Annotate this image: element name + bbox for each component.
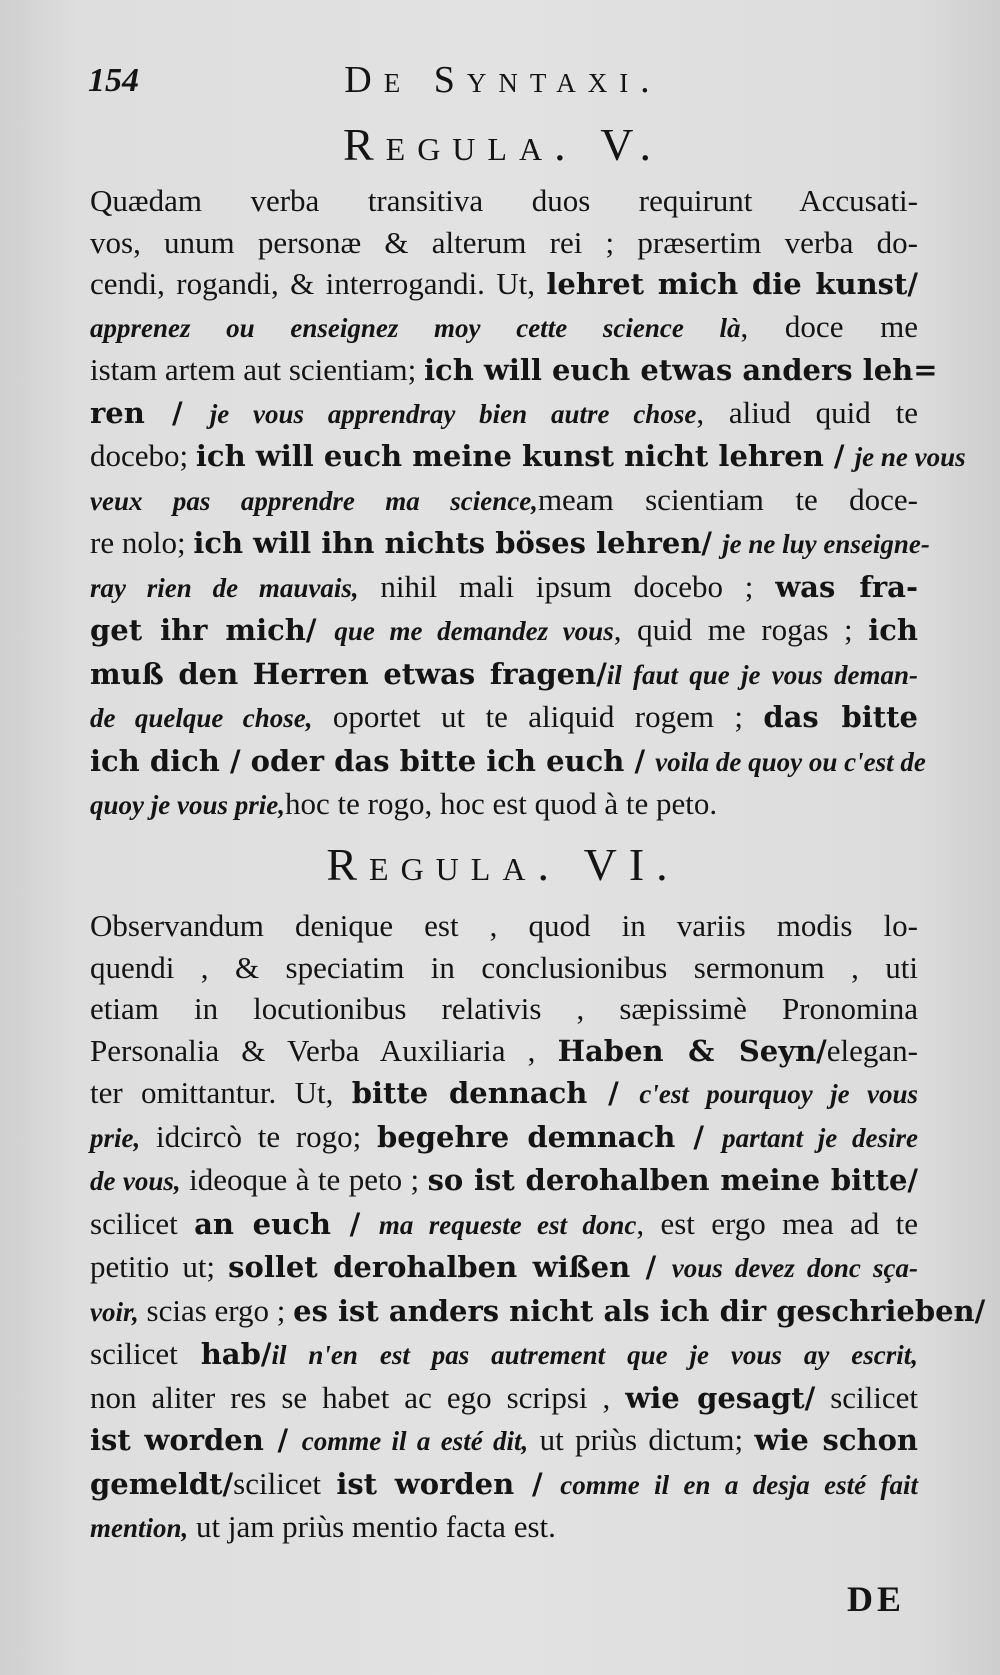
german-text: so ist derohalben meine bitte/ bbox=[427, 1163, 918, 1197]
french-text: prie, bbox=[90, 1122, 141, 1153]
german-text: gemeldt/ bbox=[90, 1466, 234, 1501]
german-text: Haben & Seyn/ bbox=[557, 1033, 827, 1068]
latin-text: scilicet bbox=[90, 1336, 201, 1371]
text-line bbox=[90, 696, 918, 740]
latin-text: etiam in locutionibus relativis , sæpissimè Pronomina bbox=[90, 991, 918, 1026]
rule-6-heading: Regula. VI. bbox=[326, 839, 680, 890]
german-text: ich will euch etwas anders leh= bbox=[424, 353, 938, 387]
text-line bbox=[90, 522, 930, 566]
rule-5-paragraph bbox=[90, 180, 966, 827]
text-line bbox=[90, 349, 938, 392]
text-line bbox=[90, 1333, 918, 1377]
latin-text: docebo; bbox=[90, 438, 196, 473]
text-line bbox=[90, 435, 966, 479]
french-text: voir, bbox=[90, 1296, 139, 1327]
latin-text: scilicet bbox=[90, 1205, 195, 1241]
text-line bbox=[90, 653, 918, 697]
latin-text: elegan- bbox=[826, 1032, 918, 1068]
latin-text: Observandum denique est , quod in variis modis lo- bbox=[90, 908, 918, 943]
french-text: voila de quoy ou c'est de bbox=[655, 746, 926, 777]
text-line bbox=[90, 222, 918, 264]
text-line bbox=[90, 1377, 918, 1420]
german-text: hab/ bbox=[200, 1337, 272, 1371]
text-line bbox=[90, 1072, 918, 1116]
latin-text: petitio ut; bbox=[90, 1249, 229, 1284]
text-line bbox=[90, 180, 918, 222]
german-text: lehret mich die kunst/ bbox=[546, 267, 918, 301]
rule-6-paragraph bbox=[90, 905, 986, 1550]
latin-text: , quid me rogas ; bbox=[613, 612, 869, 647]
latin-text: , est ergo mea ad te bbox=[636, 1205, 918, 1241]
german-text: an euch / bbox=[194, 1206, 379, 1241]
german-text: wie gesagt/ bbox=[625, 1380, 816, 1415]
german-text: begehre demnach / bbox=[376, 1119, 723, 1154]
german-text: ich bbox=[868, 613, 919, 647]
french-text: veux pas apprendre ma science, bbox=[90, 485, 538, 516]
german-text: was fra- bbox=[775, 569, 918, 604]
text-line bbox=[90, 566, 918, 610]
latin-text: scias ergo ; bbox=[138, 1292, 294, 1328]
text-line bbox=[90, 1290, 986, 1334]
french-text: comme il en a desja esté fait bbox=[560, 1469, 918, 1500]
latin-text: Quædam verba transitiva duos requirunt Accusati- bbox=[90, 183, 918, 218]
running-title: De Syntaxi. bbox=[344, 59, 662, 101]
french-text: mention, bbox=[90, 1513, 189, 1543]
latin-text: ideoque à te peto ; bbox=[180, 1162, 428, 1197]
latin-text: Personalia & Verba Auxiliaria , bbox=[90, 1032, 558, 1068]
text-line bbox=[90, 609, 918, 653]
text-line bbox=[90, 740, 926, 784]
latin-text: non aliter res se habet ac ego scripsi , bbox=[90, 1379, 626, 1415]
text-line bbox=[90, 1030, 918, 1073]
latin-text: ut priùs dictum; bbox=[528, 1422, 755, 1457]
french-text: partant je desire bbox=[722, 1122, 918, 1153]
latin-text: scilicet bbox=[233, 1465, 337, 1501]
french-text: vous devez donc sça- bbox=[671, 1253, 918, 1283]
latin-text: scilicet bbox=[815, 1379, 919, 1415]
text-line bbox=[90, 1116, 918, 1160]
german-text: ren / bbox=[90, 395, 210, 430]
text-line bbox=[90, 905, 918, 947]
german-text: ich dich / oder das bitte ich euch / bbox=[90, 743, 656, 778]
latin-text: nihil mali ipsum docebo ; bbox=[358, 568, 776, 604]
french-text: de vous, bbox=[90, 1166, 181, 1196]
text-line bbox=[90, 988, 918, 1030]
french-text: de quelque chose, bbox=[90, 703, 313, 733]
text-line bbox=[90, 947, 918, 989]
latin-text: , doce me bbox=[740, 308, 918, 344]
text-line bbox=[90, 783, 918, 827]
latin-text: oportet ut te aliquid rogem ; bbox=[312, 699, 764, 734]
french-text: il faut que je vous deman- bbox=[606, 659, 919, 690]
french-text: comme il a esté dit, bbox=[301, 1426, 529, 1456]
latin-text: cendi, rogandi, & interrogandi. Ut, bbox=[90, 266, 547, 301]
latin-text: vos, unum personæ & alterum rei ; præsertim verba do- bbox=[90, 224, 918, 260]
french-text: quoy je vous prie, bbox=[90, 790, 285, 820]
french-text: apprenez ou enseignez moy cette science là bbox=[90, 312, 741, 343]
german-text: wie schon bbox=[754, 1423, 919, 1457]
french-text: je ne vous bbox=[854, 442, 966, 472]
latin-text: quendi , & speciatim in conclusionibus sermonum , uti bbox=[90, 949, 918, 985]
german-text: get ihr mich/ bbox=[90, 613, 335, 647]
text-line bbox=[90, 1203, 918, 1247]
text-line bbox=[90, 1506, 918, 1550]
text-line bbox=[90, 263, 918, 306]
french-text: que me demandez vous bbox=[334, 616, 614, 646]
latin-text: meam scientiam te doce- bbox=[537, 481, 918, 517]
page-number: 154 bbox=[88, 62, 139, 99]
text-line bbox=[90, 1463, 918, 1507]
german-text: muß den Herren etwas fragen/ bbox=[90, 656, 607, 691]
german-text: ist worden / bbox=[336, 1466, 561, 1501]
german-text: bitte dennach / bbox=[351, 1076, 640, 1110]
running-head bbox=[88, 58, 918, 108]
french-text: je vous apprendray bien autre chose bbox=[209, 398, 697, 429]
german-text: ich will euch meine kunst nicht lehren / bbox=[195, 439, 855, 473]
text-line bbox=[90, 1159, 918, 1203]
text-line bbox=[90, 1246, 918, 1290]
text-line bbox=[90, 392, 918, 436]
latin-text: re nolo; bbox=[90, 525, 194, 560]
german-text: das bitte bbox=[763, 700, 918, 734]
latin-text: ter omittantur. Ut, bbox=[90, 1075, 352, 1110]
german-text: ist worden / bbox=[90, 1423, 302, 1457]
latin-text: , aliud quid te bbox=[696, 394, 918, 430]
latin-text: ut jam priùs mentio facta est. bbox=[188, 1509, 556, 1544]
french-text: je ne luy enseigne- bbox=[722, 529, 930, 559]
latin-text: hoc te rogo, hoc est quod à te peto. bbox=[285, 786, 718, 821]
german-text: ich will ihn nichts böses lehren/ bbox=[193, 526, 723, 560]
latin-text: istam artem aut scientiam; bbox=[90, 352, 425, 387]
catchword: DE bbox=[846, 1579, 905, 1619]
french-text: c'est pourquoy je vous bbox=[639, 1079, 918, 1109]
text-line bbox=[90, 479, 918, 523]
text-line bbox=[90, 306, 918, 350]
german-text: es ist anders nicht als ich dir geschrieben/ bbox=[293, 1293, 986, 1328]
german-text: sollet derohalben wißen / bbox=[228, 1250, 672, 1284]
rule-5-heading: Regula. V. bbox=[342, 119, 664, 170]
french-text: il n'en est pas autrement que je vous ay escrit, bbox=[271, 1340, 918, 1370]
french-text: ma requeste est donc bbox=[378, 1209, 637, 1240]
french-text: ray rien de mauvais, bbox=[90, 572, 359, 603]
latin-text: idcircò te rogo; bbox=[140, 1118, 377, 1154]
text-line bbox=[90, 1419, 918, 1463]
